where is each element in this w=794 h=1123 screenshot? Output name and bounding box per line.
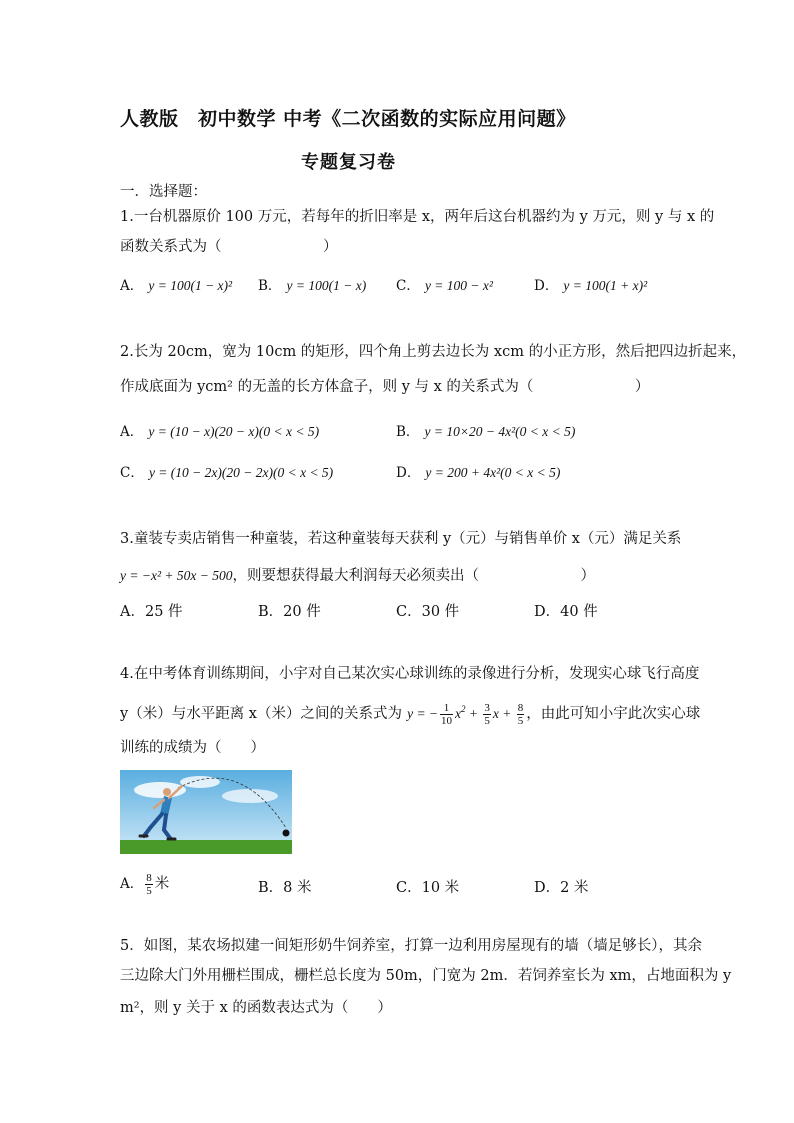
q3-option-b-label: B． — [258, 604, 284, 620]
q4-option-d-label: D． — [534, 880, 561, 896]
q4-option-d — [534, 878, 588, 898]
q4-option-a-fraction: $\frac{8}{5}$ — [146, 872, 152, 898]
q3-option-c-label: C． — [396, 604, 422, 620]
q1-option-c-expr: y = 100 − x² — [424, 278, 493, 293]
q2-option-c-label: C． — [120, 465, 144, 481]
q5-stem-line3: m²，则 y 关于 x 的函数表达式为（ ） — [120, 1000, 392, 1016]
section-heading: 一．选择题： — [120, 184, 207, 200]
q2-option-a-label: A． — [120, 424, 144, 440]
q5-stem-line1: 5．如图，某农场拟建一间矩形奶牛饲养室，打算一边利用房屋现有的墙（墙足够长），其余 — [120, 938, 702, 954]
q5-stem-line2: 三边除大门外用栅栏围成，栅栏总长度为 50m，门宽为 2m．若饲养室长为 xm，占地面积为 y — [120, 968, 732, 984]
q2-option-b — [396, 420, 575, 440]
q2-option-d-expr: y = 200 + 4x²(0 < x < 5) — [425, 465, 561, 480]
q3-stem-line2-text: ，则要想获得最大利润每天必须卖出（ ） — [232, 568, 595, 584]
q3-option-c-text: 30 件 — [421, 604, 460, 620]
q3-expr: y = −x² + 50x − 500 — [120, 568, 233, 583]
q4-stem-line3: 训练的成绩为（ ） — [120, 740, 265, 756]
q2-stem-line2: 作成底面为 ycm² 的无盖的长方体盒子，则 y 与 x 的关系式为（ ） — [120, 379, 650, 395]
shot-put-illustration — [120, 770, 292, 854]
q4-option-d-text: 2 米 — [560, 880, 589, 896]
q2-option-c — [120, 461, 333, 481]
q4-option-b-label: B． — [258, 880, 284, 896]
q1-option-d-label: D． — [534, 278, 559, 294]
q3-option-c — [396, 602, 459, 622]
q4-option-c-text: 10 米 — [421, 880, 460, 896]
q2-option-b-expr: y = 10×20 − 4x²(0 < x < 5) — [424, 424, 576, 439]
q4-option-a-text: 米 — [154, 876, 170, 892]
q4-stem-line2 — [120, 700, 700, 727]
doc-title: 人教版 初中数学 中考《二次函数的实际应用问题》 — [120, 108, 576, 130]
q2-stem-line1: 2.长为 20cm，宽为 10cm 的矩形，四个角上剪去边长为 xcm 的小正方形，然后把四边折起来， — [120, 344, 747, 360]
q1-option-a-label: A． — [120, 278, 144, 294]
q4-option-b — [258, 878, 312, 898]
q4-option-a-label: A． — [120, 876, 144, 892]
q2-option-d-label: D． — [396, 465, 421, 481]
q3-stem-line2 — [120, 565, 595, 586]
q1-option-d — [534, 274, 647, 294]
q2-option-b-label: B． — [396, 424, 420, 440]
q3-option-d-label: D． — [534, 604, 561, 620]
q3-option-a-label: A． — [120, 604, 145, 620]
q4-function-expr: y = − $\frac{1}{10}$ $x^2$ + $\frac{3}{5}$ x + $\frac{8}{5}$ — [407, 702, 524, 728]
q1-option-c-label: C． — [396, 278, 420, 294]
q2-option-d — [396, 461, 560, 481]
doc-subtitle: 专题复习卷 — [301, 152, 396, 173]
q4-stem-line2a: y（米）与水平距离 x（米）之间的关系式为 — [120, 706, 402, 722]
q4-option-c — [396, 878, 459, 898]
q1-option-b-expr: y = 100(1 − x) — [286, 278, 367, 293]
q4-stem-line1: 4.在中考体育训练期间，小宇对自己某次实心球训练的录像进行分析，发现实心球飞行高度 — [120, 666, 700, 682]
q3-option-b — [258, 602, 321, 622]
q4-option-c-label: C． — [396, 880, 422, 896]
q2-option-c-expr: y = (10 − 2x)(20 − 2x)(0 < x < 5) — [148, 465, 334, 480]
q4-option-b-text: 8 米 — [283, 880, 312, 896]
q2-option-a-expr: y = (10 − x)(20 − x)(0 < x < 5) — [148, 424, 320, 439]
q3-stem-line1: 3.童装专卖店销售一种童装，若这种童装每天获利 y（元）与销售单价 x（元）满足关系 — [120, 531, 682, 547]
q1-option-b — [258, 274, 366, 294]
q1-option-a-expr: y = 100(1 − x)² — [148, 278, 233, 293]
q1-option-c — [396, 274, 493, 294]
q3-option-d-text: 40 件 — [560, 604, 598, 620]
q1-option-b-label: B． — [258, 278, 282, 294]
q3-option-a-text: 25 件 — [144, 604, 183, 620]
q1-stem-line2: 函数关系式为（ ） — [120, 239, 338, 255]
q3-option-d — [534, 602, 598, 622]
q1-option-a — [120, 274, 232, 294]
q1-option-d-expr: y = 100(1 + x)² — [563, 278, 648, 293]
q3-option-a — [120, 602, 183, 622]
q4-option-a — [120, 872, 169, 897]
q2-option-a — [120, 420, 319, 440]
q3-option-b-text: 20 件 — [283, 604, 321, 620]
q1-stem-line1: 1.一台机器原价 100 万元，若每年的折旧率是 x，两年后这台机器约为 y 万元，则 y 与 x 的 — [120, 209, 715, 225]
shot-put-picture — [120, 770, 292, 854]
q4-stem-line2b: ，由此可知小宇此次实心球 — [526, 706, 701, 722]
